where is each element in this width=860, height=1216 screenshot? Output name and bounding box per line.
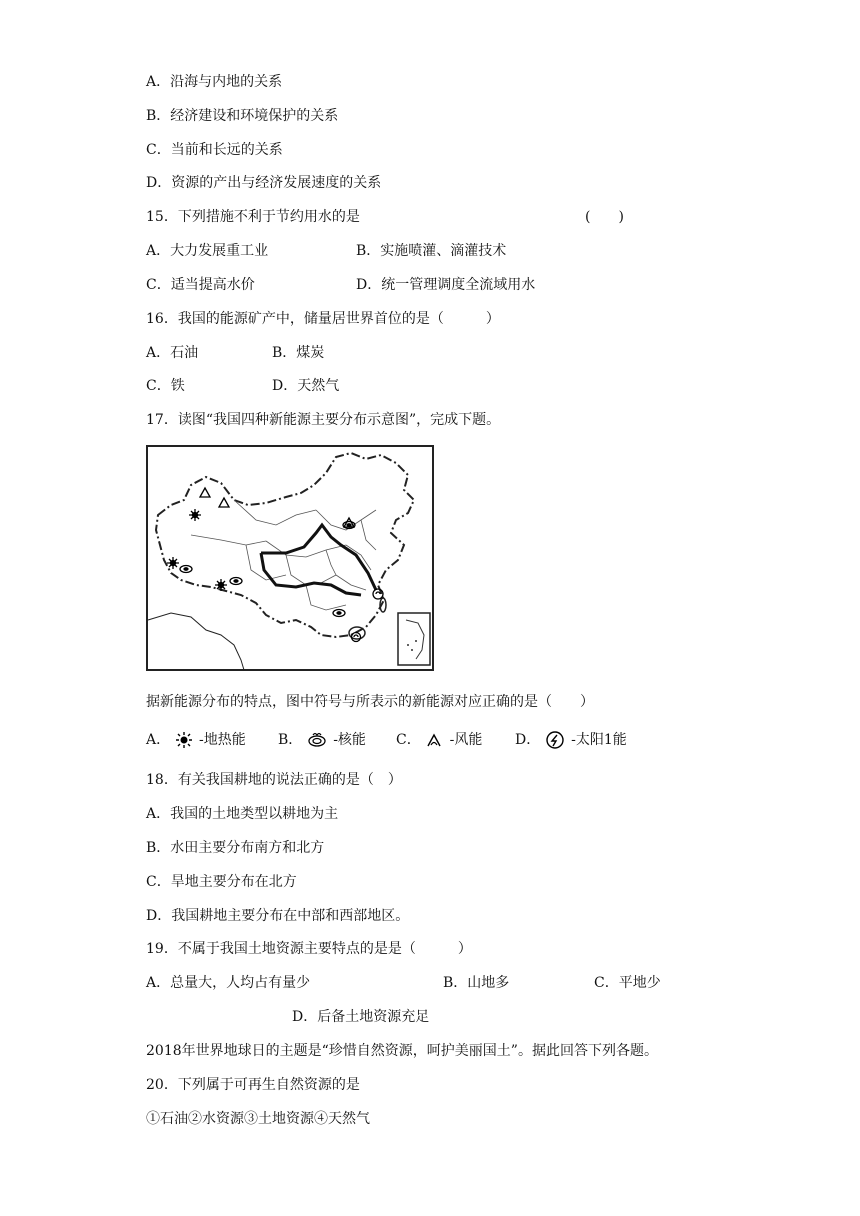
q17-option-b-prefix: B． — [278, 732, 303, 748]
q20-stem: 20．下列属于可再生自然资源的是 — [146, 1077, 360, 1093]
q17-option-c-prefix: C． — [396, 732, 421, 748]
q14-option-d: D．资源的产出与经济发展速度的关系 — [146, 175, 382, 191]
q15-option-b: B．实施喷灌、滴灌技术 — [356, 243, 507, 259]
q15-answer-bracket: ( ) — [585, 209, 624, 225]
china-new-energy-map — [146, 445, 434, 671]
q17-stem: 17．读图“我国四种新能源主要分布示意图”，完成下题。 — [146, 412, 501, 428]
q17-option-d-text: -太阳1能 — [571, 732, 627, 748]
q17-option-d — [515, 730, 627, 750]
q17-option-a-text: -地热能 — [199, 732, 246, 748]
q15-option-d: D．统一管理调度全流域用水 — [356, 277, 536, 293]
q16-option-a: A．石油 — [146, 345, 199, 361]
q14-option-c: C．当前和长远的关系 — [146, 142, 283, 158]
q18-stem: 18．有关我国耕地的说法正确的是（ ） — [146, 772, 402, 788]
wind-icon — [425, 731, 443, 749]
q19-option-c: C．平地少 — [594, 975, 661, 991]
q17-option-a-prefix: A． — [146, 732, 171, 748]
q20-intro: 2018年世界地球日的主题是“珍惜自然资源，呵护美丽国土”。据此回答下列各题。 — [146, 1043, 658, 1059]
q17-sub-stem: 据新能源分布的特点，图中符号与所表示的新能源对应正确的是（ ） — [146, 694, 594, 710]
q15-option-c: C．适当提高水价 — [146, 277, 255, 293]
q17-option-c — [396, 730, 482, 750]
q19-stem: 19．不属于我国土地资源主要特点的是是（ ） — [146, 941, 472, 957]
q18-option-d: D．我国耕地主要分布在中部和西部地区。 — [146, 908, 410, 924]
q14-option-a: A．沿海与内地的关系 — [146, 74, 283, 90]
q16-stem: 16．我国的能源矿产中，储量居世界首位的是（ ） — [146, 311, 500, 327]
q14-option-b: B．经济建设和环境保护的关系 — [146, 108, 339, 124]
q18-option-c: C．旱地主要分布在北方 — [146, 874, 297, 890]
q19-option-b: B．山地多 — [443, 975, 510, 991]
sun-icon — [175, 731, 193, 749]
q18-option-a: A．我国的土地类型以耕地为主 — [146, 806, 339, 822]
nuclear-icon — [545, 730, 565, 750]
q17-option-d-prefix: D． — [515, 732, 541, 748]
q16-option-b: B．煤炭 — [272, 345, 325, 361]
q17-option-b — [278, 730, 366, 750]
geothermal-icon — [307, 731, 327, 749]
q17-option-a — [146, 730, 246, 750]
q19-option-a: A．总量大，人均占有量少 — [146, 975, 311, 991]
q18-option-b: B．水田主要分布南方和北方 — [146, 840, 325, 856]
q16-option-d: D．天然气 — [272, 378, 340, 394]
q15-option-a: A．大力发展重工业 — [146, 243, 269, 259]
q17-option-b-text: -核能 — [333, 732, 366, 748]
q15-stem: 15．下列措施不利于节约用水的是 — [146, 209, 360, 225]
q19-option-d: D．后备土地资源充足 — [292, 1009, 430, 1025]
q20-items: ①石油②水资源③土地资源④天然气 — [146, 1111, 370, 1127]
q16-option-c: C．铁 — [146, 378, 185, 394]
q17-option-c-text: -风能 — [449, 732, 483, 748]
